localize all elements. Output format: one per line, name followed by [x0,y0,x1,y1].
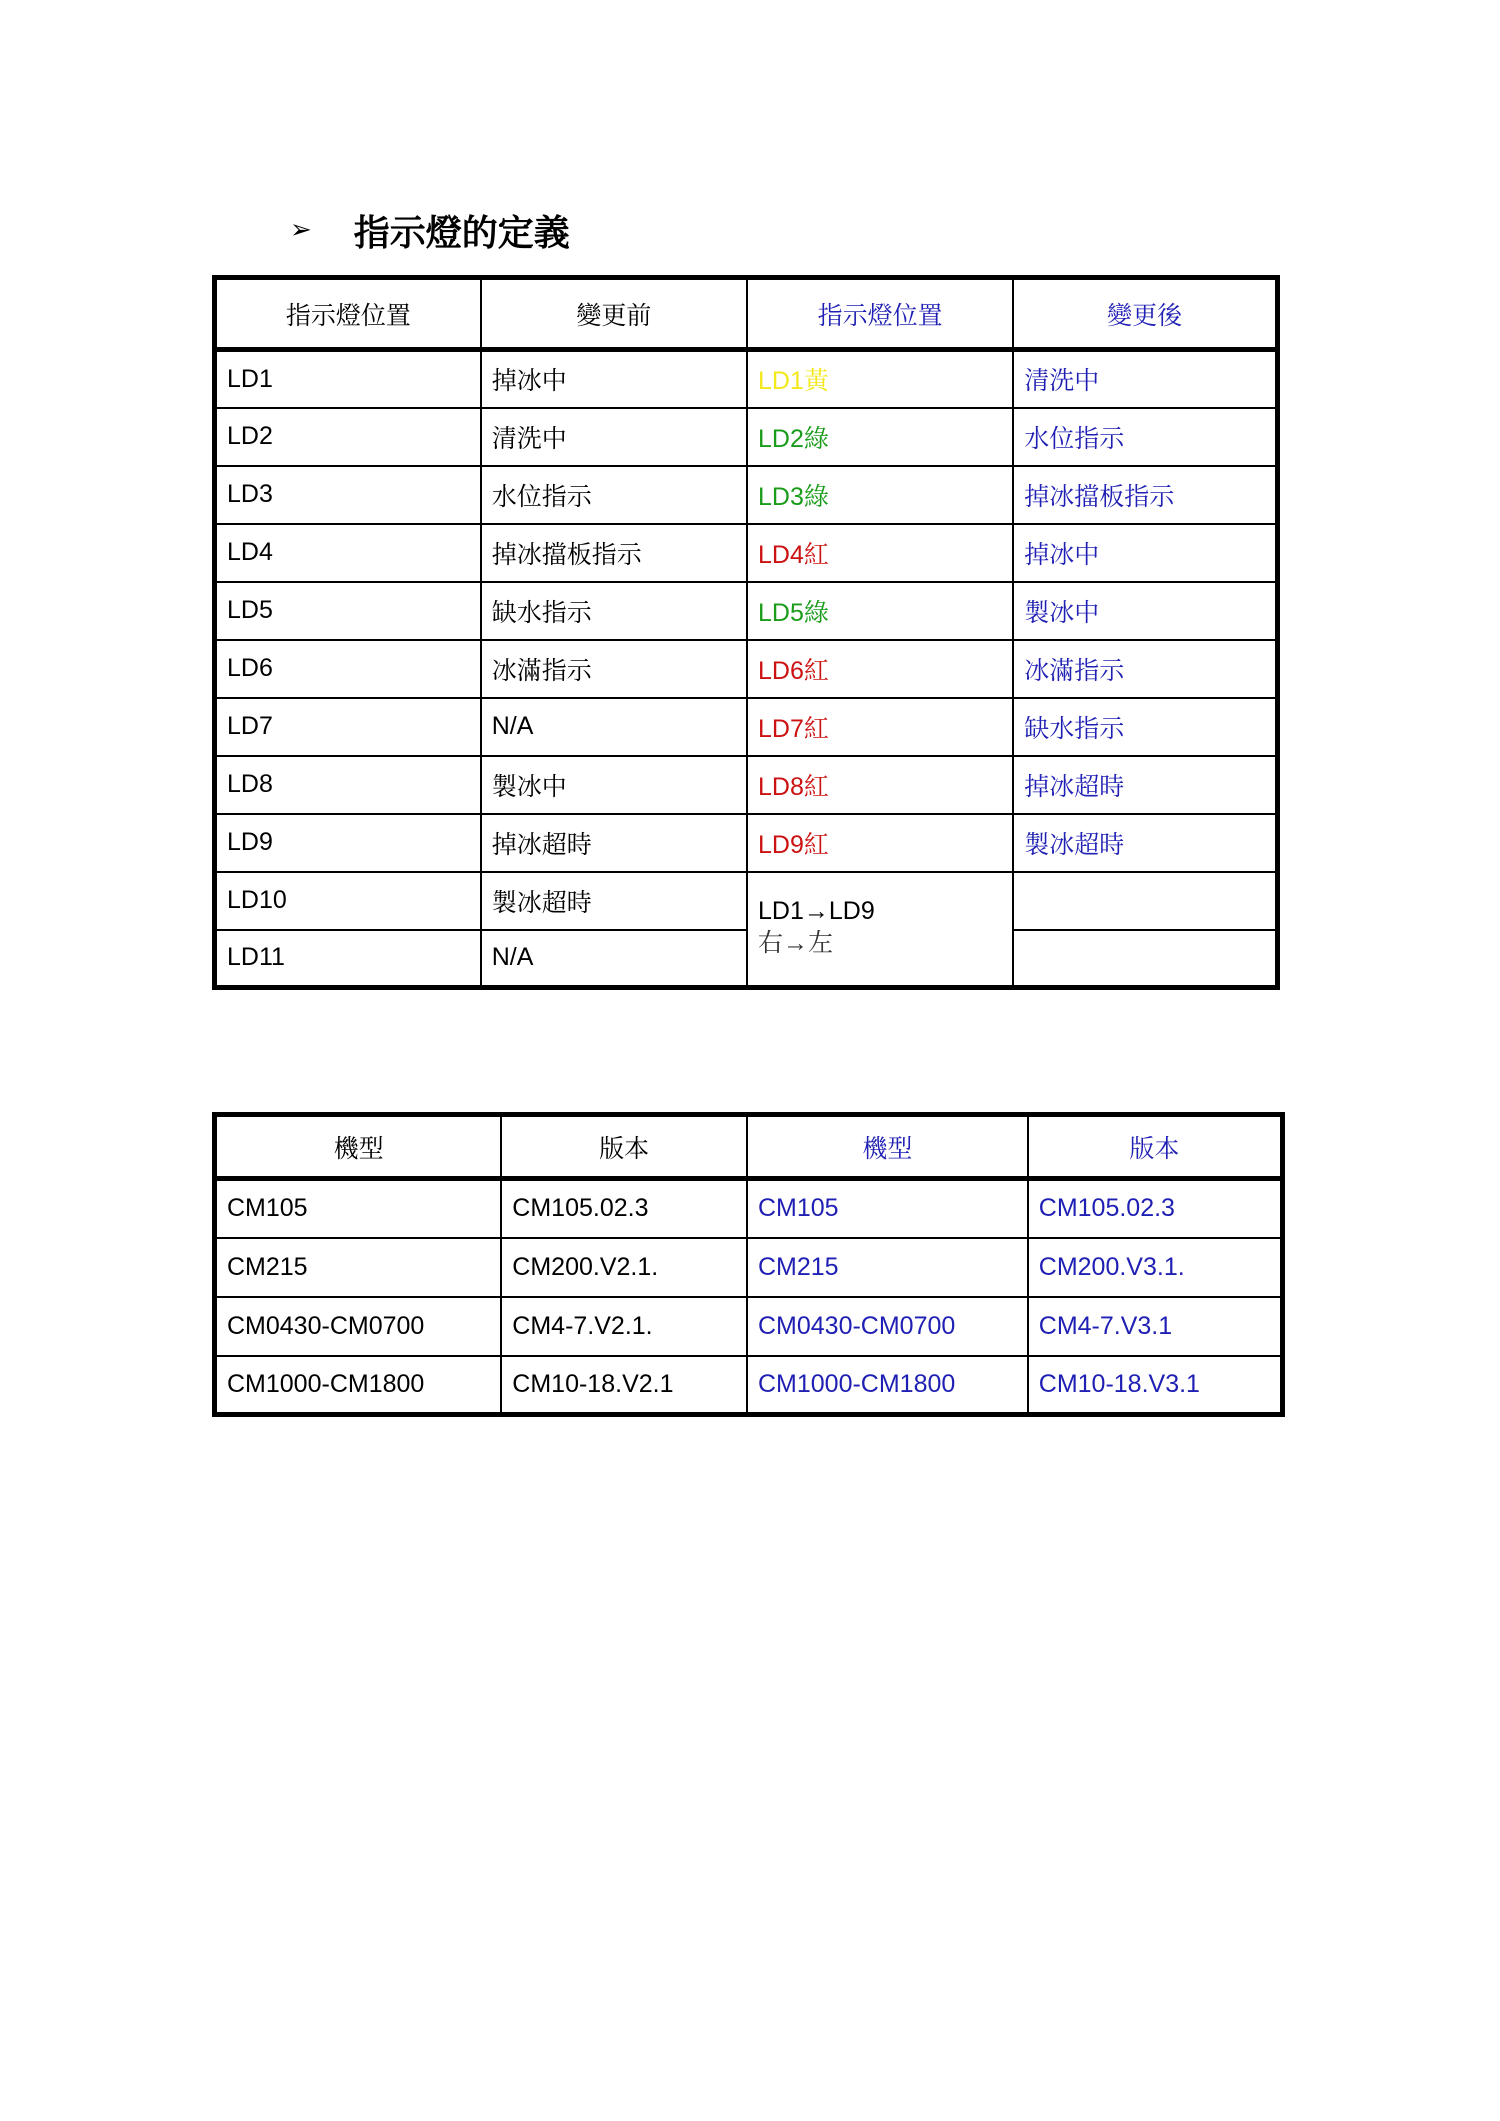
heading-title: 指示燈的定義 [353,212,570,254]
table-header-row [215,1115,1283,1179]
cell-position: LD9 [215,814,481,872]
cell-new-position: LD3綠 [747,466,1013,524]
cell-before: 製冰超時 [481,872,747,930]
header-new-position: 指示燈位置 [747,278,1013,350]
section-heading [290,205,570,255]
cell-new-version: CM105.02.3 [1028,1179,1283,1238]
cell-new-model: CM215 [747,1238,1028,1297]
cell-order-note [747,872,1013,988]
header-version: 版本 [501,1115,747,1179]
cell-position: LD4 [215,524,481,582]
table-row [215,698,1278,756]
cell-position: LD11 [215,930,481,988]
table-row [215,1356,1283,1415]
table-row [215,756,1278,814]
cell-new-position: LD6紅 [747,640,1013,698]
table-row [215,1297,1283,1356]
cell-new-version: CM200.V3.1. [1028,1238,1283,1297]
cell-after: 掉冰中 [1013,524,1277,582]
cell-model: CM105 [215,1179,502,1238]
header-model: 機型 [215,1115,502,1179]
cell-empty [1013,930,1277,988]
cell-position: LD6 [215,640,481,698]
cell-position: LD10 [215,872,481,930]
table-row [215,1179,1283,1238]
header-new-model: 機型 [747,1115,1028,1179]
table-row [215,814,1278,872]
cell-before: 製冰中 [481,756,747,814]
table-row [215,408,1278,466]
cell-new-version: CM10-18.V3.1 [1028,1356,1283,1415]
cell-new-model: CM0430-CM0700 [747,1297,1028,1356]
cell-position: LD3 [215,466,481,524]
cell-before: 掉冰超時 [481,814,747,872]
table-row [215,872,1278,930]
cell-position: LD7 [215,698,481,756]
cell-position: LD1 [215,350,481,408]
cell-new-position: LD5綠 [747,582,1013,640]
cell-new-position: LD9紅 [747,814,1013,872]
cell-before: 缺水指示 [481,582,747,640]
cell-before: 水位指示 [481,466,747,524]
cell-new-position: LD7紅 [747,698,1013,756]
model-version-table [212,1112,1285,1417]
cell-after: 水位指示 [1013,408,1277,466]
cell-before: N/A [481,698,747,756]
cell-version: CM105.02.3 [501,1179,747,1238]
arrow-bullet-icon: ➢ [290,215,312,245]
cell-position: LD2 [215,408,481,466]
indicator-definition-table [212,275,1280,990]
table-row [215,524,1278,582]
order-note-line1: LD1→LD9 [758,896,875,925]
cell-position: LD5 [215,582,481,640]
cell-version: CM4-7.V2.1. [501,1297,747,1356]
order-note-line2: 右→左 [758,928,834,957]
cell-after: 冰滿指示 [1013,640,1277,698]
cell-new-position: LD2綠 [747,408,1013,466]
cell-before: 冰滿指示 [481,640,747,698]
header-after: 變更後 [1013,278,1277,350]
cell-new-model: CM105 [747,1179,1028,1238]
cell-version: CM200.V2.1. [501,1238,747,1297]
cell-new-model: CM1000-CM1800 [747,1356,1028,1415]
table-row [215,1238,1283,1297]
cell-after: 掉冰超時 [1013,756,1277,814]
header-new-version: 版本 [1028,1115,1283,1179]
cell-empty [1013,872,1277,930]
cell-version: CM10-18.V2.1 [501,1356,747,1415]
cell-after: 製冰超時 [1013,814,1277,872]
cell-before: 清洗中 [481,408,747,466]
cell-model: CM1000-CM1800 [215,1356,502,1415]
cell-model: CM215 [215,1238,502,1297]
cell-before: 掉冰中 [481,350,747,408]
cell-new-position: LD4紅 [747,524,1013,582]
cell-new-position: LD8紅 [747,756,1013,814]
cell-after: 掉冰擋板指示 [1013,466,1277,524]
cell-new-version: CM4-7.V3.1 [1028,1297,1283,1356]
header-position: 指示燈位置 [215,278,481,350]
cell-model: CM0430-CM0700 [215,1297,502,1356]
cell-position: LD8 [215,756,481,814]
table-row [215,350,1278,408]
header-before: 變更前 [481,278,747,350]
table-row [215,466,1278,524]
table-header-row [215,278,1278,350]
cell-after: 製冰中 [1013,582,1277,640]
cell-before: 掉冰擋板指示 [481,524,747,582]
cell-before: N/A [481,930,747,988]
table-row [215,640,1278,698]
cell-after: 清洗中 [1013,350,1277,408]
table-row [215,930,1278,988]
cell-new-position: LD1黃 [747,350,1013,408]
table-row [215,582,1278,640]
cell-after: 缺水指示 [1013,698,1277,756]
